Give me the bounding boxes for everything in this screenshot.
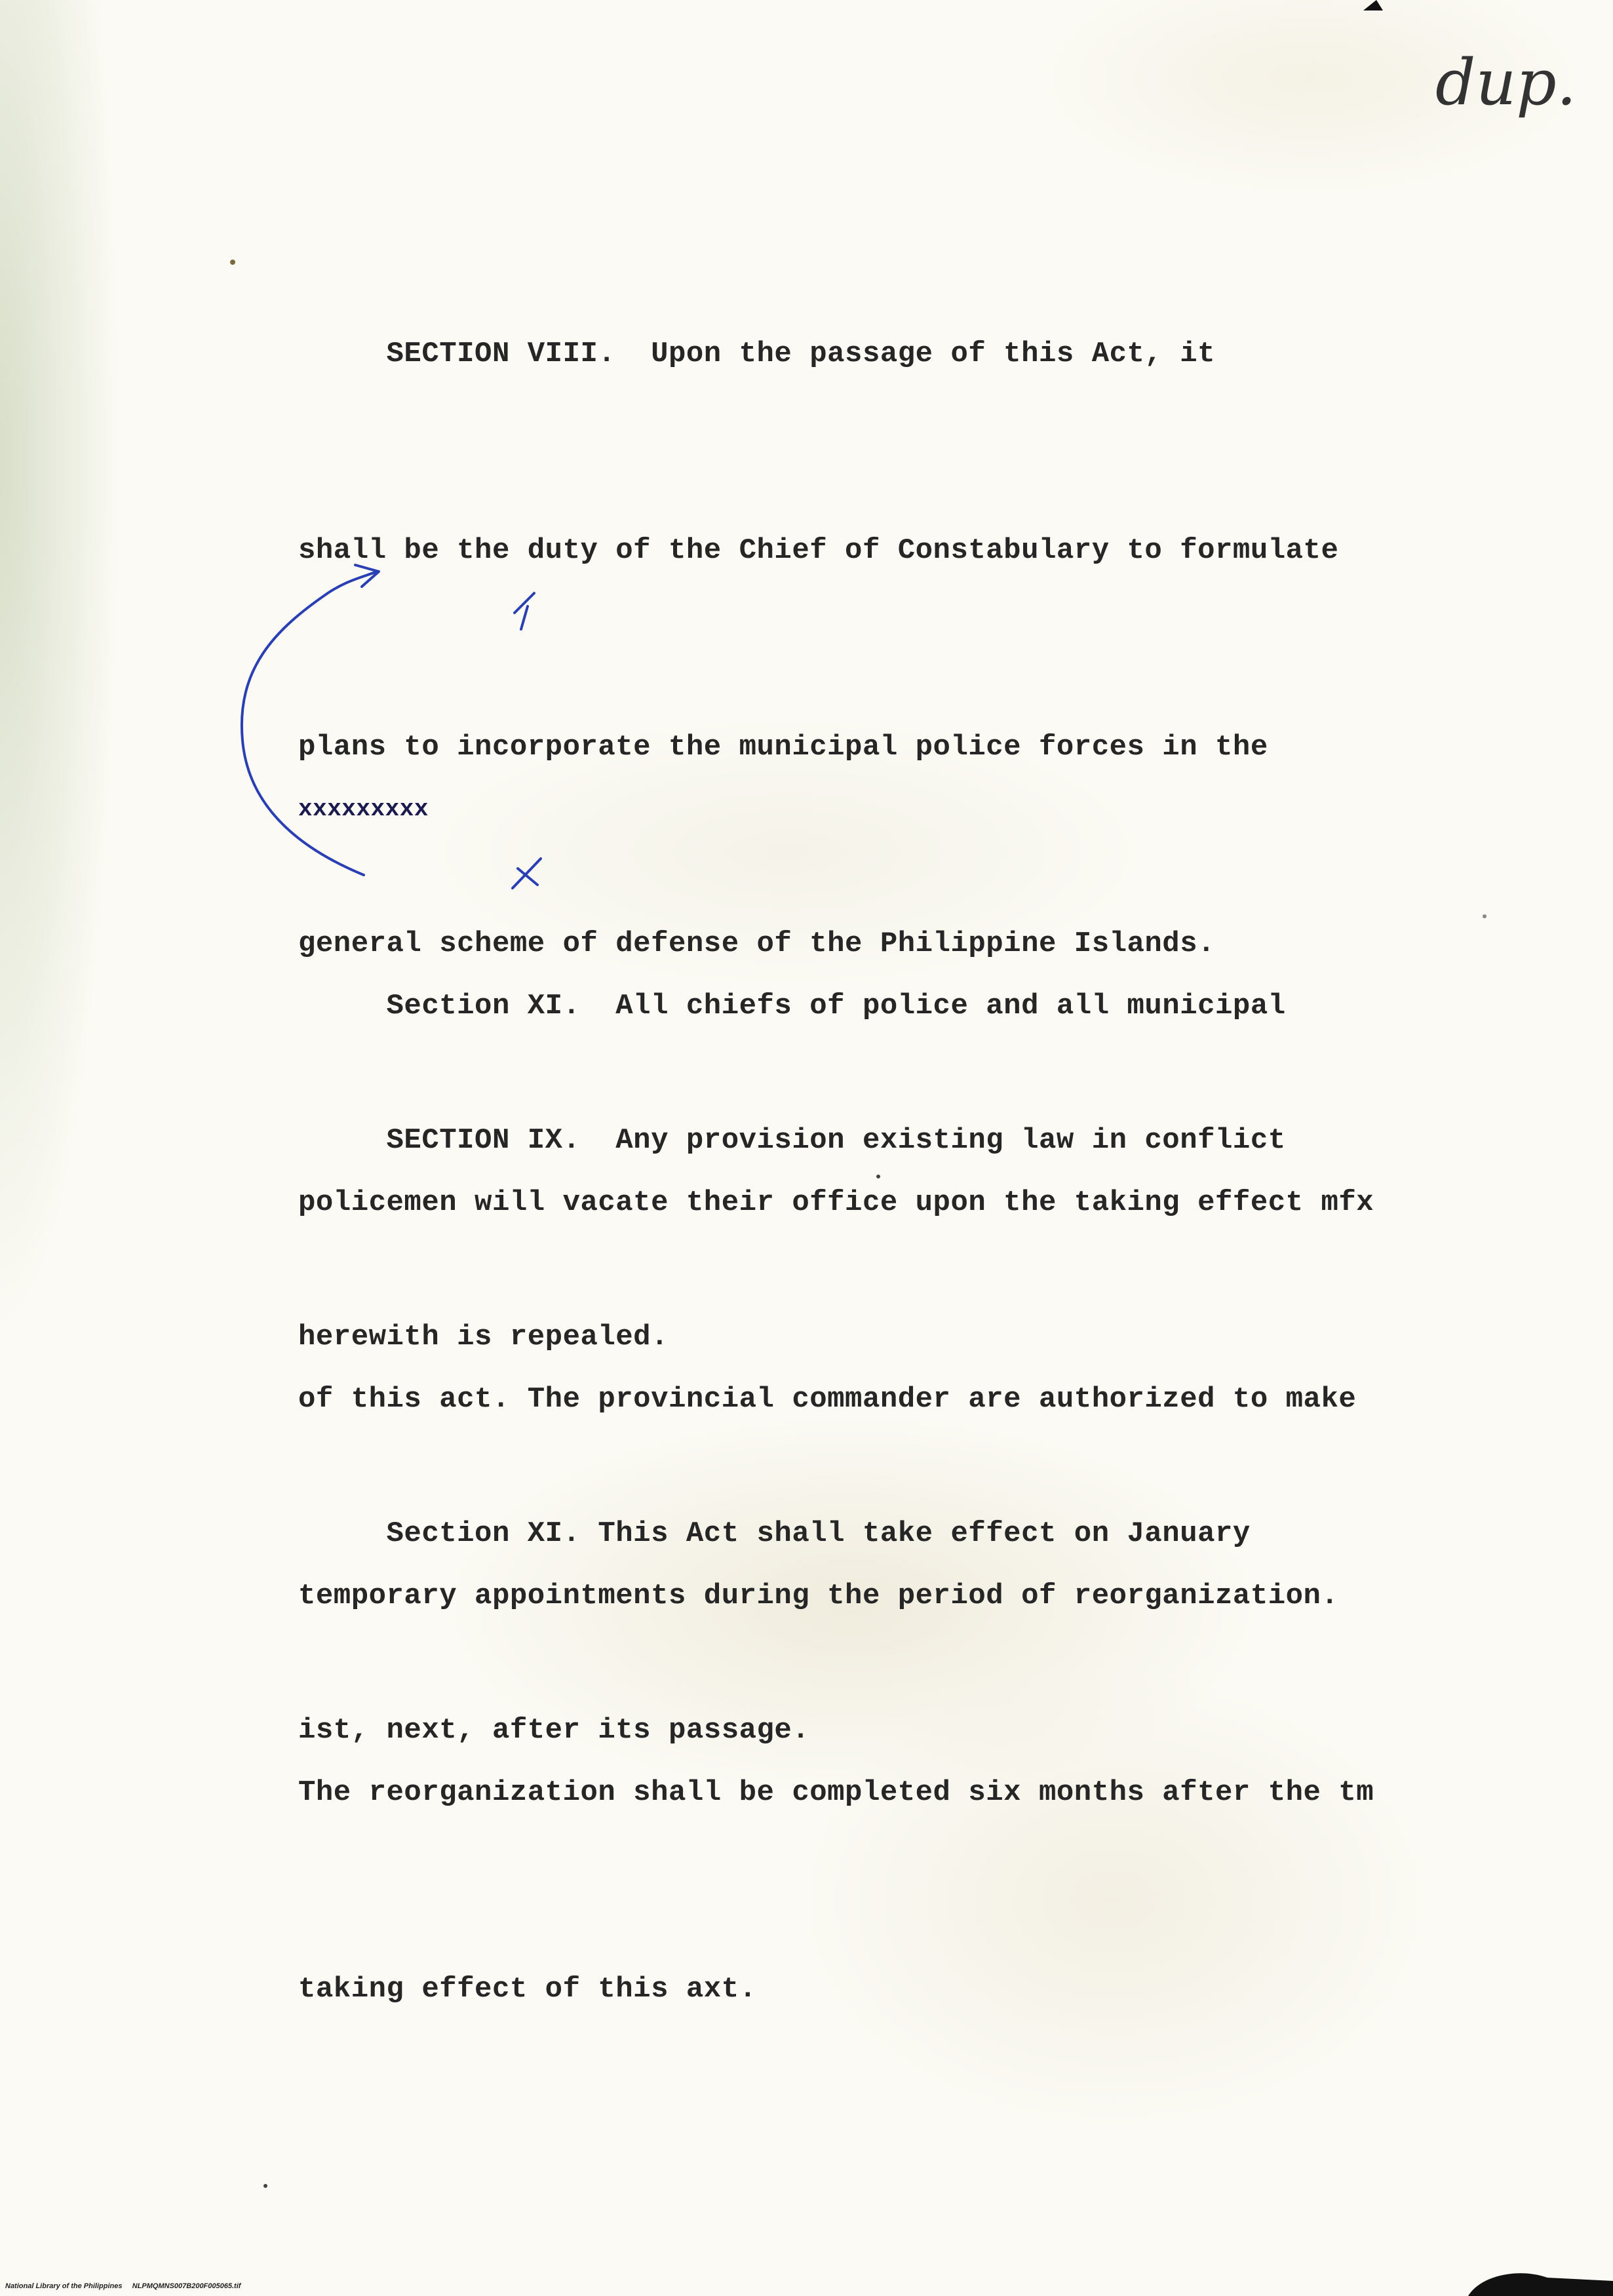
footer-caption: National Library of the Philippines NLPMQMNS007B200F005065.tif xyxy=(5,2282,241,2290)
text-line: temporary appointments during the period of reorganization. xyxy=(298,1580,1339,1612)
text-line: Section XI. This Act shall take effect on January xyxy=(298,1517,1251,1550)
text-line: shall be the duty of the Chief of Constabulary to formulate xyxy=(298,534,1339,567)
blue-correction-mark xyxy=(515,593,534,629)
blue-correction-mark xyxy=(513,859,541,888)
text-line: The reorganization shall be completed six months after the tm xyxy=(298,1776,1374,1809)
page-corner-shadow xyxy=(1468,2273,1613,2296)
text-line: Section XI. All chiefs of police and all municipal xyxy=(298,990,1286,1022)
text-line: herewith is repealed. xyxy=(298,1321,669,1353)
paper-speck xyxy=(876,1175,880,1178)
text-line: of this act. The provincial commander are authorized to make xyxy=(298,1383,1357,1416)
blue-arrow-annotation xyxy=(242,572,377,875)
text-line: SECTION IX. Any provision existing law in conflict xyxy=(298,1124,1286,1157)
text-line: ist, next, after its passage. xyxy=(298,1714,810,1747)
text-line: general scheme of defense of the Philippine Islands. xyxy=(298,927,1216,960)
paper-speck xyxy=(230,260,235,265)
text-line: policemen will vacate their office upon the taking effect mfx xyxy=(298,1186,1374,1219)
crop-mark-icon xyxy=(1363,0,1383,10)
struck-out-line: xxxxxxxxx xyxy=(298,796,429,823)
paper-speck xyxy=(1483,914,1487,918)
text-line: plans to incorporate the municipal police forces in the xyxy=(298,731,1268,764)
text-line: taking effect of this axt. xyxy=(298,1973,757,2006)
handwritten-note: dup. xyxy=(1435,46,1577,119)
paper-speck xyxy=(263,2184,267,2188)
text-line: SECTION VIII. Upon the passage of this Act, it xyxy=(298,338,1216,370)
